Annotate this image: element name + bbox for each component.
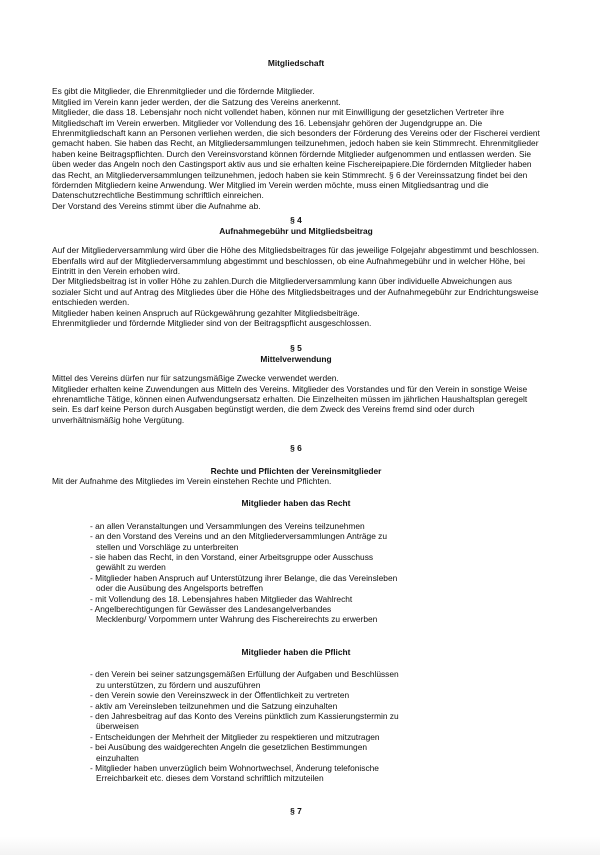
section-4-paragraph-3: Mitglieder haben keinen Anspruch auf Rückgewährung gezahlter Mitgliedsbeiträge. xyxy=(52,307,360,318)
duties-list-item-text: - Mitglieder haben unverzüglich beim Wohnortwechsel, Änderung telefonische xyxy=(90,762,379,773)
section-4-paragraph-2: Der Mitgliedsbeitrag ist in voller Höhe zu zahlen.Durch die Mitgliederversammlung kann über individuelle Abweichungen aus sozialer Sicht und auf Antrag des Mitgliedes über die Höhe des Mitgliedsbeitrages und der Aufnahmegebühr zur Endrichtungsweise entschieden werden. xyxy=(52,276,539,308)
section-4-paragraph-4: Ehrenmitglieder und fördernde Mitglieder sind von der Beitragspflicht ausgeschlossen. xyxy=(52,317,372,328)
duties-list-item-text: - aktiv am Vereinsleben teilzunehmen und die Satzung einzuhalten xyxy=(90,700,338,711)
rights-list-item-continuation: oder die Ausübung des Angelsports betreffen xyxy=(96,583,264,594)
duties-list-item-text: - bei Ausübung des waidgerechten Angeln die gesetzlichen Bestimmungen xyxy=(90,742,368,753)
membership-line-2: Mitglied im Verein kann jeder werden, der die Satzung des Vereins anerkennt. xyxy=(52,96,341,107)
rights-list-item-continuation: stellen und Vorschläge zu unterbreiten xyxy=(96,541,239,552)
rights-list-item-continuation: gewählt zu werden xyxy=(96,562,166,573)
membership-paragraph: Mitglieder, die dass 18. Lebensjahr noch nicht vollendet haben, können nur mit Einwilligung der gesetzlichen Vertreter ihre Mitgliedschaft im Verein erwerben. Mitglieder vor Vollendung des 16. Lebensjahr gehören der Jugendgruppe an. Die Ehrenmitgliedschaft kann an Personen verliehen werden, die sich besonders der Förderung des Vereins oder der Fischerei verdient gemacht haben. Sie haben das Recht, an Mitgliedersammlungen teilzunehmen, jedoch haben sie kein Stimmrecht. Ehrenmitglieder haben keine Beitragspflichten. Durch den Vereinsvorstand können fördernde Mitglieder aufgenommen und entlassen werden. Sie üben weder das Angeln noch den Castingsport aktiv aus und sie erhalten keine Fischereipapiere.Die fördernden Mitglieder haben das Recht, an Mitgliederversammlungen teilzunehmen, jedoch haben sie kein Stimmrecht. § 6 der Vereinssatzung findet bei den fördernden Mitgliedern keine Anwendung. Wer Mitglied im Verein werden möchte, muss einen Mitgliedsantrag und die Datenschutzrechtliche Bestimmung schriftlich einreichen. xyxy=(52,107,540,201)
duties-list-item-text: - den Verein bei seiner satzungsgemäßen Erfüllung der Aufgaben und Beschlüssen xyxy=(90,669,399,680)
rights-list-item xyxy=(90,604,540,625)
section-7-number: § 7 xyxy=(290,805,302,816)
rights-list-item-text: - Mitglieder haben Anspruch auf Unterstützung ihrer Belange, die das Vereinsleben xyxy=(90,572,398,583)
rights-list-item xyxy=(90,573,540,594)
duties-list-item-text: - Entscheidungen der Mehrheit der Mitglieder zu respektieren und mitzutragen xyxy=(90,731,380,742)
section-4-paragraph-1: Auf der Mitgliederversammlung wird über die Höhe des Mitgliedsbeitrages für das jeweilige Folgejahr abgestimmt und beschlossen. Ebenfalls wird auf der Mitgliederversammlung abgestimmt und beschlossen, ob eine Aufnahmegebühr und in welcher Höhe, bei Eintritt in den Verein erhoben wird. xyxy=(52,245,539,276)
rights-list-item xyxy=(90,594,540,604)
section-5-paragraph-1: Mittel des Vereins dürfen nur für satzungsmäßige Zwecke verwendet werden. xyxy=(52,373,339,384)
section-4-number: § 4 xyxy=(290,215,302,226)
duties-list-item-continuation: einzuhalten xyxy=(96,752,139,763)
duties-list-item xyxy=(90,742,540,763)
rights-list-item-text: - sie haben das Recht, in den Vorstand, einer Arbeitsgruppe oder Ausschuss xyxy=(90,552,374,563)
page-title: Mitgliedschaft xyxy=(267,58,325,68)
rights-list-item xyxy=(90,552,540,573)
duties-list-item xyxy=(90,701,540,711)
rights-list-item-text: - Angelberechtigungen für Gewässer des Landesangelverbandes xyxy=(90,604,332,615)
rights-list-item-continuation: Mecklenburg/ Vorpommern unter Wahrung des Fischereirechts zu erwerben xyxy=(96,614,378,625)
rights-list-item xyxy=(90,531,540,552)
section-5-title: Mittelverwendung xyxy=(260,353,332,364)
duties-list-item xyxy=(90,690,540,700)
rights-list-item xyxy=(90,521,540,531)
duties-list-item-text: - den Verein sowie den Vereinszweck in der Öffentlichkeit zu vertreten xyxy=(90,690,350,701)
rights-heading: Mitglieder haben das Recht xyxy=(241,498,351,509)
duties-list-item xyxy=(90,669,540,690)
duties-list-item-continuation: zu unterstützen, zu fördern und auszuführen xyxy=(96,679,261,690)
section-5-paragraph-2: Mitglieder erhalten keine Zuwendungen aus Mitteln des Vereins. Mitglieder des Vorstandes und für den Verein in sonstige Weise ehrenamtliche Tätige, können einen Aufwendungsersatz erhalten. Die Einzelheiten müssen im jährlichen Haushaltsplan geregelt sein. Es darf keine Person durch Ausgaben begünstigt werden, die dem Zweck des Vereins fremd sind oder durch unverhältnismäßig hohe Vergütung. xyxy=(52,383,528,425)
duties-list-item-continuation: überweisen xyxy=(96,721,139,732)
rights-list-item-text: - an allen Veranstaltungen und Versammlungen des Vereins teilzunehmen xyxy=(90,520,365,531)
duties-list-item-continuation: Erreichbarkeit etc. dieses dem Vorstand schriftlich mitzuteilen xyxy=(96,773,324,784)
page-bottom-shadow xyxy=(0,837,600,855)
duties-list xyxy=(52,669,540,783)
membership-line-1: Es gibt die Mitglieder, die Ehrenmitglieder und die fördernde Mitglieder. xyxy=(52,86,315,97)
duties-list-item xyxy=(90,763,540,784)
section-4-title: Aufnahmegebühr und Mitgliedsbeitrag xyxy=(219,225,373,236)
duties-heading: Mitglieder haben die Pflicht xyxy=(241,646,351,657)
rights-list-item-text: - an den Vorstand des Vereins und an den Mitgliederversammlungen Anträge zu xyxy=(90,531,388,542)
section-6-intro: Mit der Aufnahme des Mitgliedes im Verein einstehen Rechte und Pflichten. xyxy=(52,476,332,486)
section-6-number: § 6 xyxy=(290,443,302,454)
rights-list-item-text: - mit Vollendung des 18. Lebensjahres haben Mitglieder das Wahlrecht xyxy=(90,593,353,604)
duties-list-item xyxy=(90,732,540,742)
duties-list-item-text: - den Jahresbeitrag auf das Konto des Vereins pünktlich zum Kassierungstermin zu xyxy=(90,710,399,721)
section-6-title: Rechte und Pflichten der Vereinsmitglieder xyxy=(210,465,382,476)
rights-list xyxy=(52,521,540,625)
section-5-number: § 5 xyxy=(290,343,302,354)
membership-line-4: Der Vorstand des Vereins stimmt über die Aufnahme ab. xyxy=(52,200,261,211)
duties-list-item xyxy=(90,711,540,732)
